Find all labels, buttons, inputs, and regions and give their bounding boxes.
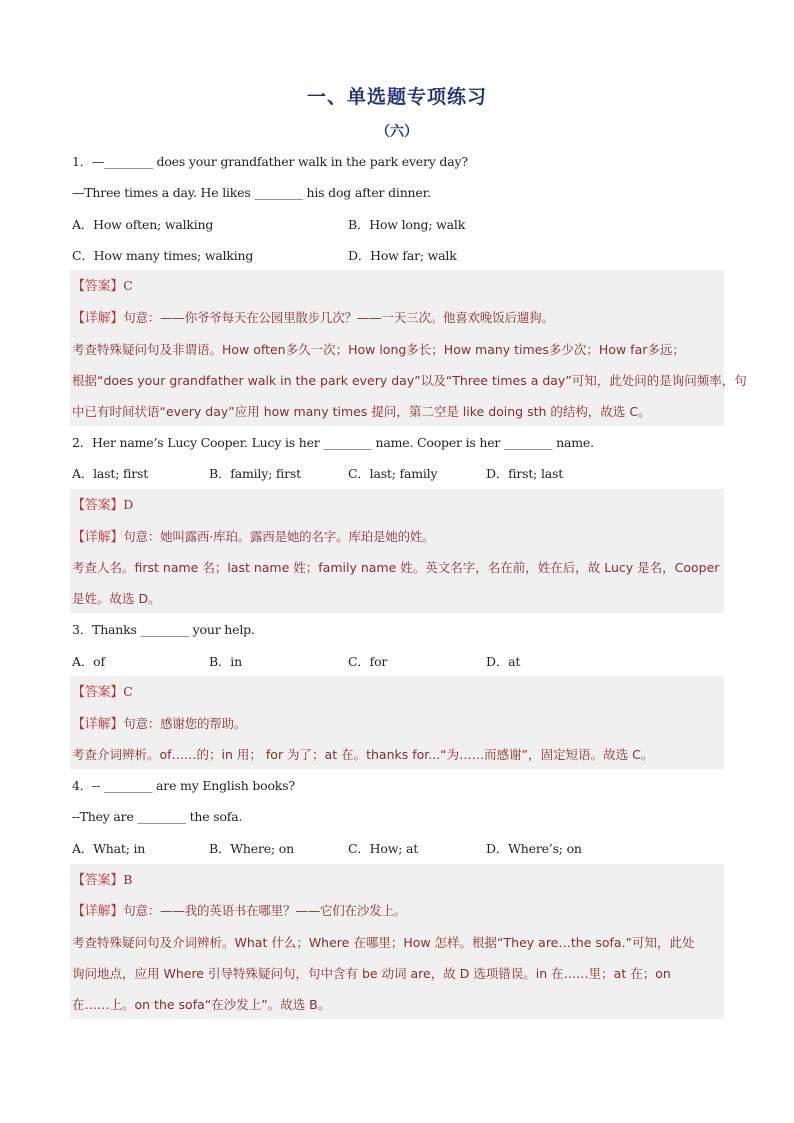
question-2-answer [72,497,133,514]
question-4-detail-line-3: 询问地点，应用 Where 引导特殊疑问句，句中含有 be 动词 are，故 D 选项错误。in 在……里；at 在；on [72,966,671,981]
question-1-stem-line-1: 1．—________ does your grandfather walk in the park every day? [72,154,468,169]
question-1-option-a: A．How often; walking [72,217,214,232]
question-3-option-d: D．at [486,654,521,669]
question-1-option-d: D．How far; walk [348,248,457,263]
detail-text: 句意：她叫露西·库珀。露西是她的名字。库珀是她的姓。 [123,529,435,544]
detail-text: 句意：——我的英语书在哪里？——它们在沙发上。 [123,903,407,918]
question-4-detail-line-4: 在……上。on the sofa“在沙发上”。故选 B。 [72,997,331,1012]
answer-label: 【答案】 [72,498,124,513]
question-4-detail-line-2: 考查特殊疑问句及介词辨析。What 什么；Where 在哪里；How 怎样。根据“They are…the sofa.”可知，此处 [72,935,695,950]
question-3-option-b: B．in [209,654,242,669]
answer-value: C [123,278,133,293]
question-3-detail-line-1 [72,716,246,733]
question-4-option-c: C．How; at [348,841,419,856]
question-1-option-c: C．How many times; walking [72,248,254,263]
question-2-option-c: C．last; family [348,466,438,481]
answer-label: 【答案】 [72,685,124,700]
detail-text: 句意：——你爷爷每天在公园里散步几次？——一天三次。他喜欢晚饭后遛狗。 [123,310,554,325]
question-3-answer [72,684,133,701]
answer-value: D [123,497,134,512]
question-1-stem-line-2: —Three times a day. He likes ________ his dog after dinner. [72,185,431,200]
detail-label: 【详解】 [72,530,124,545]
question-1-detail-line-3: 根据“does your grandfather walk in the park every day”以及“Three times a day”可知，此处问的是询问频率，句 [72,373,747,388]
detail-text: 句意：感谢您的帮助。 [123,716,247,731]
question-4-detail-line-1 [72,903,406,920]
page-subtitle: （六） [376,124,418,140]
answer-value: B [123,872,133,887]
question-1-option-b: B．How long; walk [348,217,466,232]
question-4-stem-line-2: --They are ________ the sofa. [72,809,243,824]
question-2-detail-line-3: 是姓。故选 D。 [72,591,161,606]
question-3-option-a: A．of [72,654,105,669]
question-1-detail-line-1 [72,310,554,327]
question-2-option-d: D．first; last [486,466,564,481]
question-2-detail-line-1 [72,529,434,546]
answer-label: 【答案】 [72,873,124,888]
detail-label: 【详解】 [72,311,124,326]
question-3-stem: 3．Thanks ________ your help. [72,622,255,637]
question-1-answer [72,278,133,295]
question-2-detail-line-2: 考查人名。first name 名；last name 姓；family name 姓。英文名字，名在前，姓在后，故 Lucy 是名，Cooper [72,560,720,575]
question-2-option-b: B．family; first [209,466,301,481]
question-2-option-a: A．last; first [72,466,149,481]
question-1-detail-line-4: 中已有时间状语“every day”应用 how many times 提问，第二空是 like doing sth 的结构，故选 C。 [72,404,651,419]
question-4-answer [72,872,132,889]
question-3-option-c: C．for [348,654,388,669]
detail-label: 【详解】 [72,904,124,919]
question-4-option-d: D．Where’s; on [486,841,582,856]
page-title: 一、单选题专项练习 [306,86,487,108]
question-2-answer-panel [70,489,724,613]
detail-label: 【详解】 [72,717,124,732]
answer-label: 【答案】 [72,279,124,294]
question-1-detail-line-2: 考查特殊疑问句及非谓语。How often多久一次；How long多长；How many times多少次；How far多远； [72,342,685,357]
question-4-option-a: A．What; in [72,841,146,856]
question-2-stem: 2．Her name’s Lucy Cooper. Lucy is her ________ name. Cooper is her ________ name. [72,435,594,450]
answer-value: C [123,684,133,699]
question-4-stem-line-1: 4．-- ________ are my English books? [72,778,295,793]
question-4-option-b: B．Where; on [209,841,294,856]
question-3-detail-line-2: 考查介词辨析。of……的；in 用； for 为了；at 在。thanks for...“为……而感谢”，固定短语。故选 C。 [72,747,654,762]
